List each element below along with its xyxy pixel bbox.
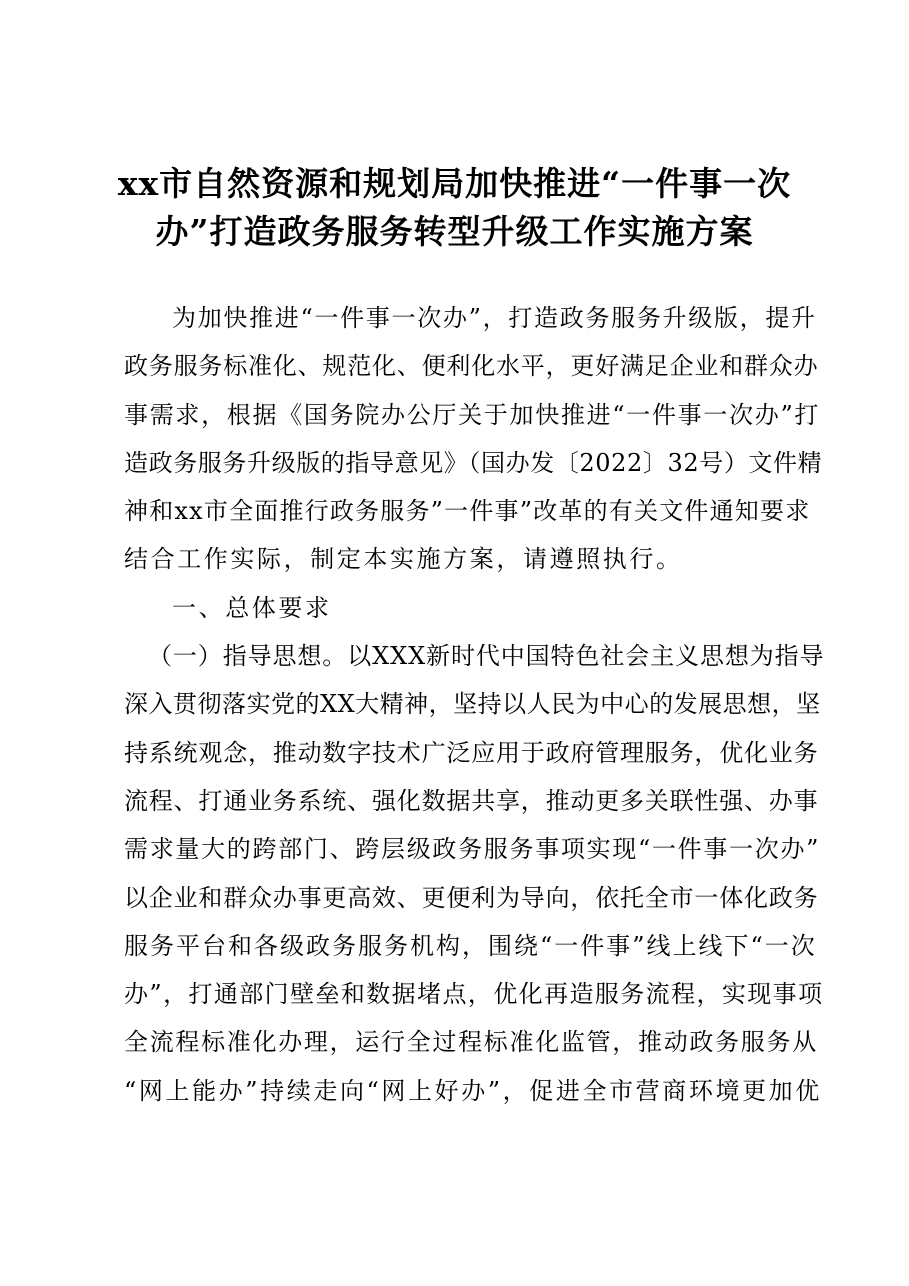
body-line-16: 全流程标准化办理，运行全过程标准化监管，推动政务服务从	[124, 1028, 818, 1057]
body-line-17: “网上能办”持续走向“网上好办”，促进全市营商环境更加优	[124, 1076, 822, 1105]
body-line-1: 为加快推进“一件事一次办”，打造政务服务升级版，提升	[172, 304, 817, 332]
body-line-10: 持系统观念，推动数字技术广泛应用于政府管理服务，优化业务	[124, 738, 819, 767]
section-heading-1: 一、总体要求	[172, 593, 332, 622]
body-line-4: 造政务服务升级版的指导意见》（国办发〔2022〕32号）文件精	[124, 448, 823, 477]
body-line-12: 需求量大的跨部门、跨层级政务服务事项实现“一件事一次办”	[124, 835, 821, 864]
body-line-14: 服务平台和各级政务服务机构，围绕“一件事”线上线下“一次	[124, 931, 817, 960]
body-line-2: 政务服务标准化、规范化、便利化水平，更好满足企业和群众办	[124, 352, 819, 381]
body-line-5: 神和xx市全面推行政务服务”一件事”改革的有关文件通知要求	[124, 497, 811, 526]
body-line-3: 事需求，根据《国务院办公厅关于加快推进“一件事一次办”打	[124, 400, 821, 429]
document-title	[90, 160, 819, 256]
body-line-13: 以企业和群众办事更高效、更便利为导向，依托全市一体化政务	[124, 883, 819, 912]
body-line-9: 深入贯彻落实党的XX大精神，坚持以人民为中心的发展思想，坚	[124, 690, 821, 719]
title-line-2: 办”打造政务服务转型升级工作实施方案	[155, 212, 754, 251]
body-line-11: 流程、打通业务系统、强化数据共享，推动更多关联性强、办事	[124, 786, 819, 815]
body-line-6: 结合工作实际，制定本实施方案，请遵照执行。	[124, 545, 683, 574]
body-line-8: （一）指导思想。以XXX新时代中国特色社会主义思想为指导	[148, 642, 825, 671]
body-line-15: 办”，打通部门壁垒和数据堵点，优化再造服务流程，实现事项	[124, 980, 824, 1009]
document-body	[124, 294, 824, 1115]
title-line-1: xx市自然资源和规划局加快推进“一件事一次	[117, 164, 792, 203]
